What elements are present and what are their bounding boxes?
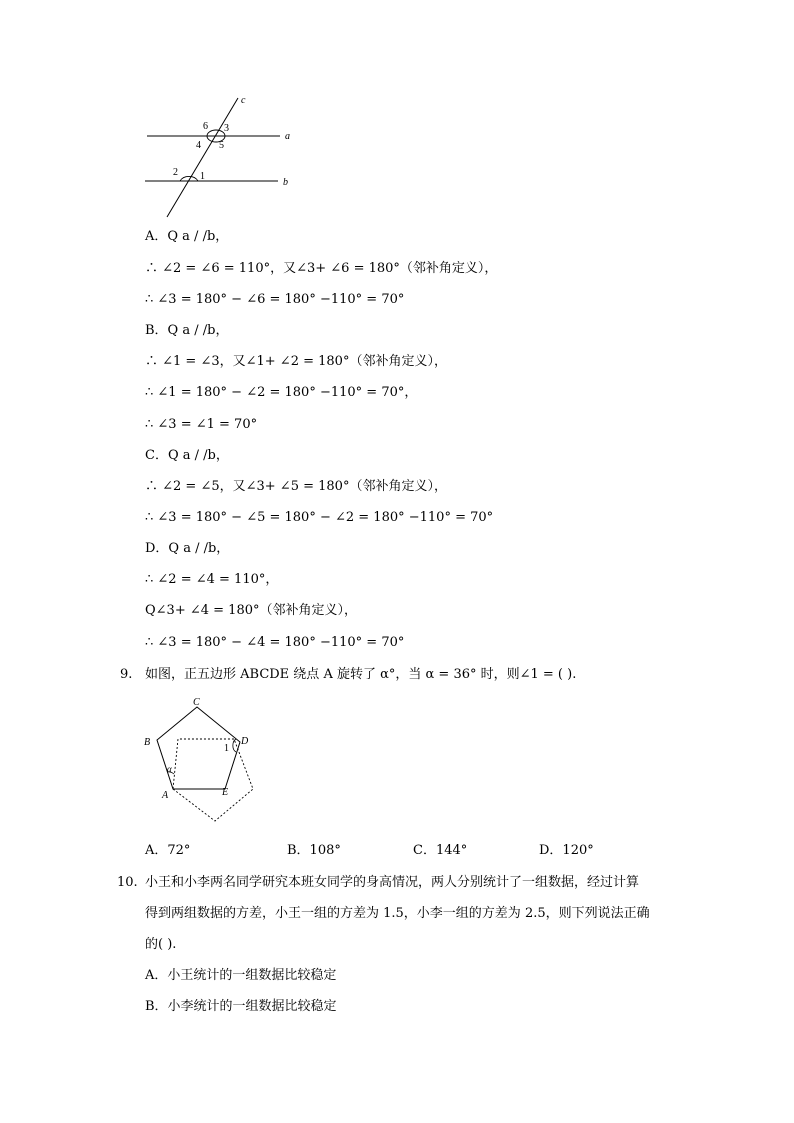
q9-option-a: A．72° bbox=[145, 843, 191, 858]
label-1: 1 bbox=[200, 171, 205, 182]
solution-line: A．Q a / /b， bbox=[145, 229, 229, 244]
label-a: a bbox=[285, 131, 290, 142]
label-alpha: α bbox=[167, 764, 172, 774]
solution-line: Q∠3+ ∠4 = 180°（邻补角定义）， bbox=[145, 603, 357, 618]
solution-line: ∴ ∠3 = 180° − ∠6 = 180° −110° = 70° bbox=[145, 292, 405, 307]
solution-line: ∴ ∠3 = ∠1 = 70° bbox=[145, 417, 258, 432]
label-B: B bbox=[144, 737, 151, 748]
solution-line: D．Q a / /b， bbox=[145, 541, 230, 556]
solution-line: ∴ ∠3 = 180° − ∠4 = 180° −110° = 70° bbox=[145, 635, 405, 650]
q9-option-c: C．144° bbox=[413, 843, 468, 858]
solution-line: ∴ ∠1 = ∠3，又∠1+ ∠2 = 180°（邻补角定义）， bbox=[145, 354, 447, 369]
angle-1-arc bbox=[233, 739, 236, 752]
q10-number: 10. bbox=[117, 875, 138, 890]
pentagon-rotated bbox=[173, 739, 253, 821]
q10-option-a: A．小王统计的一组数据比较稳定 bbox=[145, 968, 337, 983]
solution-line: ∴ ∠2 = ∠4 = 110°， bbox=[145, 572, 279, 587]
q9-text: 如图，正五边形 ABCDE 绕点 A 旋转了 α°，当 α = 36° 时，则∠1 = ( ). bbox=[145, 667, 577, 682]
solution-line: ∴ ∠2 = ∠6 = 110°，又∠3+ ∠6 = 180°（邻补角定义）， bbox=[145, 261, 498, 276]
q9-number: 9. bbox=[120, 667, 133, 682]
q9-option-b: B．108° bbox=[287, 843, 341, 858]
label-angle-1: 1 bbox=[224, 743, 229, 754]
label-5: 5 bbox=[219, 140, 224, 151]
label-b: b bbox=[283, 177, 288, 188]
label-C: C bbox=[193, 697, 200, 708]
q9-option-d: D．120° bbox=[539, 843, 594, 858]
solution-line: C．Q a / /b， bbox=[145, 448, 229, 463]
q10-line-2: 得到两组数据的方差，小王一组的方差为 1.5，小李一组的方差为 2.5，则下列说法正确 bbox=[145, 906, 650, 921]
line-c bbox=[167, 98, 238, 217]
q10-line-3: 的( ). bbox=[145, 937, 177, 952]
label-c: c bbox=[241, 95, 246, 106]
solution-line: ∴ ∠1 = 180° − ∠2 = 180° −110° = 70°， bbox=[145, 385, 418, 400]
q10-option-b: B．小李统计的一组数据比较稳定 bbox=[145, 999, 337, 1014]
label-2: 2 bbox=[173, 167, 178, 178]
parallel-lines-figure bbox=[140, 92, 310, 222]
solution-line: ∴ ∠2 = ∠5，又∠3+ ∠5 = 180°（邻补角定义）， bbox=[145, 479, 447, 494]
label-D: D bbox=[241, 736, 249, 747]
label-3: 3 bbox=[224, 123, 229, 134]
label-A: A bbox=[162, 790, 169, 801]
solution-line: B．Q a / /b， bbox=[145, 323, 229, 338]
solution-line: ∴ ∠3 = 180° − ∠5 = 180° − ∠2 = 180° −110° = 70° bbox=[145, 510, 494, 525]
label-6: 6 bbox=[203, 121, 208, 132]
q10-line-1: 小王和小李两名同学研究本班女同学的身高情况，两人分别统计了一组数据，经过计算 bbox=[145, 875, 640, 890]
pentagon-rotation-figure bbox=[140, 695, 260, 825]
label-E: E bbox=[222, 787, 229, 798]
label-4: 4 bbox=[196, 140, 201, 151]
